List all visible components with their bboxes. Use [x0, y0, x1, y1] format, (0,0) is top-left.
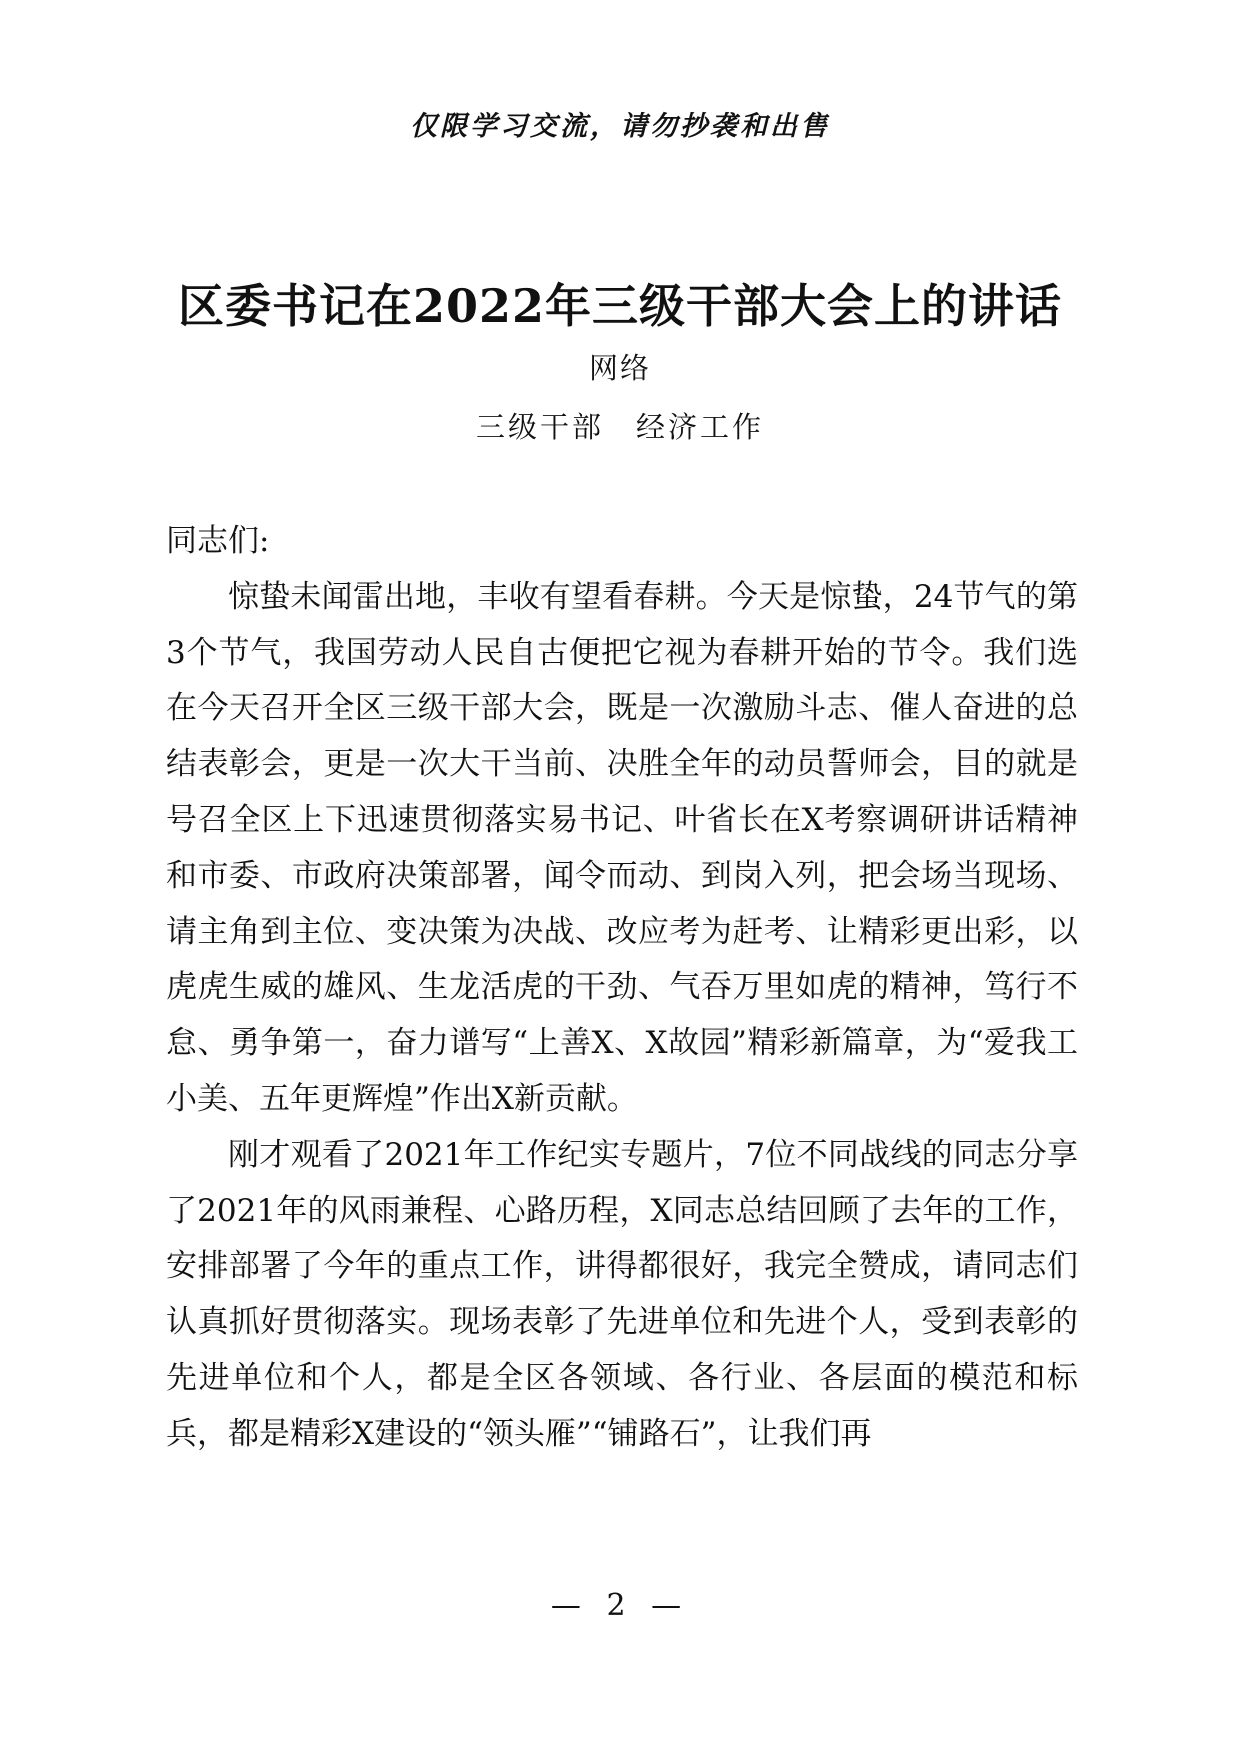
page-number: — 2 —	[550, 1588, 690, 1623]
paragraph-1: 惊蛰未闻雷出地，丰收有望看春耕。今天是惊蛰，24节气的第3个节气，我国劳动人民自古便把它视为春耕开始的节令。我们选在今天召开全区三级干部大会，既是一次激励斗志、催人奋进的总结表彰会，更是一次大干当前、决胜全年的动员誓师会，目的就是号召全区上下迅速贯彻落实易书记、叶省长在X考察调研讲话精神和市委、市政府决策部署，闻令而动、到岗入列，把会场当现场、请主角到主位、变决策为决战、改应考为赶考、让精彩更出彩，以虎虎生威的雄风、生龙活虎的干劲、气吞万里如虎的精神，笃行不怠、勇争第一，奋力谱写“上善X、X故园”精彩新篇章，为“爱我工小美、五年更辉煌”作出X新贡献。	[166, 578, 1078, 1117]
document-source: 网络	[588, 351, 651, 385]
salutation: 同志们:	[166, 523, 270, 559]
paragraph-2: 刚才观看了2021年工作纪实专题片，7位不同战线的同志分享了2021年的风雨兼程、心路历程，X同志总结回顾了去年的工作，安排部署了今年的重点工作，讲得都很好，我完全赞成，请同志们认真抓好贯彻落实。现场表彰了先进单位和先进个人，受到表彰的先进单位和个人，都是全区各领域、各行业、各层面的模范和标兵，都是精彩X建设的“领头雁”“铺路石”，让我们再	[166, 1136, 1078, 1452]
header-disclaimer: 仅限学习交流，请勿抄袭和出售	[410, 111, 830, 142]
document-keywords: 三级干部 经济工作	[475, 410, 764, 444]
document-title: 区委书记在2022年三级干部大会上的讲话	[177, 279, 1063, 333]
document-body	[166, 514, 1078, 1463]
